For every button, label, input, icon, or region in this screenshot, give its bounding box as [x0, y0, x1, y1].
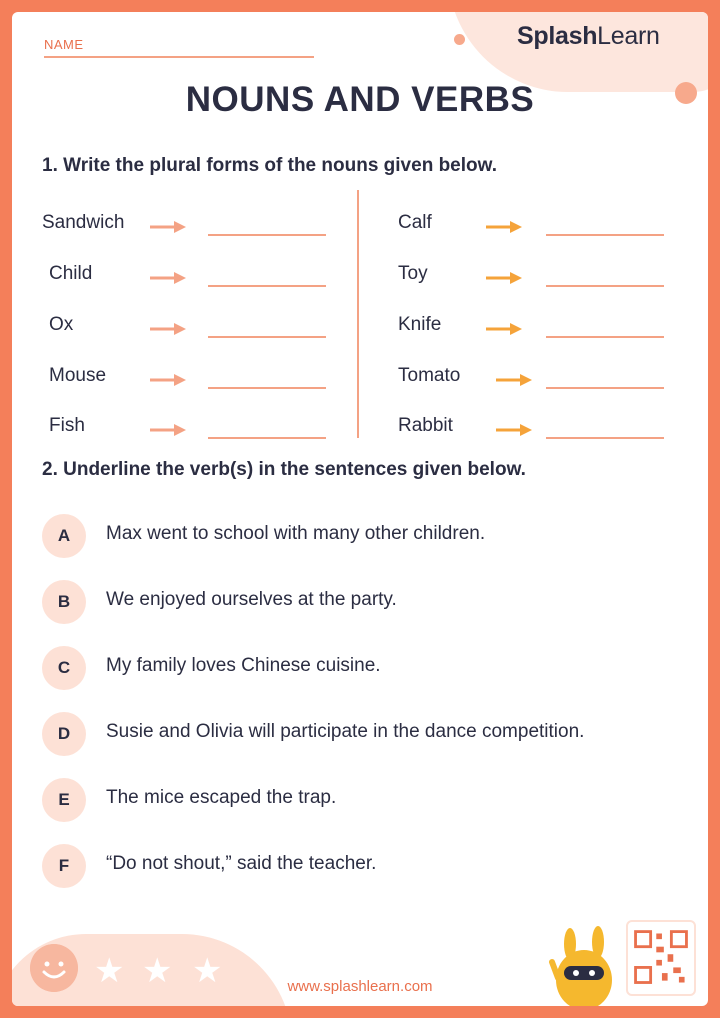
arrow-right-icon	[150, 221, 186, 233]
decor-dot	[454, 34, 465, 45]
star-icon: ★	[94, 952, 125, 990]
answer-blank[interactable]	[546, 285, 664, 287]
sentence-item	[42, 514, 692, 558]
answer-blank[interactable]	[546, 437, 664, 439]
sentence-item	[42, 646, 692, 690]
star-icon: ★	[142, 952, 173, 990]
noun-word: Ox	[49, 314, 74, 335]
arrow-right-icon	[486, 221, 522, 233]
arrow-right-icon	[496, 374, 532, 386]
arrow-right-icon	[486, 323, 522, 335]
noun-word: Calf	[398, 212, 432, 233]
footer-url[interactable]: www.splashlearn.com	[287, 978, 433, 995]
noun-word: Fish	[49, 415, 85, 436]
answer-blank[interactable]	[546, 387, 664, 389]
sentence-item	[42, 844, 692, 888]
answer-blank[interactable]	[208, 437, 326, 439]
star-icon: ★	[192, 952, 223, 990]
sentence-text[interactable]: The mice escaped the trap.	[106, 787, 337, 808]
answer-blank[interactable]	[546, 234, 664, 236]
noun-word: Tomato	[398, 365, 461, 386]
arrow-right-icon	[486, 272, 522, 284]
name-label: NAME	[44, 37, 84, 52]
answer-blank[interactable]	[208, 336, 326, 338]
sentence-text[interactable]: My family loves Chinese cuisine.	[106, 655, 381, 676]
sentence-text[interactable]: We enjoyed ourselves at the party.	[106, 589, 397, 610]
noun-word: Knife	[398, 314, 442, 335]
question-2-instruction: 2. Underline the verb(s) in the sentences given below.	[42, 459, 526, 480]
arrow-right-icon	[150, 323, 186, 335]
arrow-right-icon	[150, 374, 186, 386]
sentence-item	[42, 712, 692, 756]
question-1-instruction: 1. Write the plural forms of the nouns given below.	[42, 155, 497, 176]
page-title: NOUNS AND VERBS	[185, 80, 535, 119]
answer-blank[interactable]	[208, 387, 326, 389]
sentence-letter-badge: A	[42, 514, 86, 558]
sentence-item	[42, 580, 692, 624]
worksheet	[12, 12, 708, 1006]
sentence-text[interactable]: Max went to school with many other children.	[106, 523, 486, 544]
arrow-right-icon	[150, 272, 186, 284]
arrow-right-icon	[496, 424, 532, 436]
answer-blank[interactable]	[546, 336, 664, 338]
answer-blank[interactable]	[208, 285, 326, 287]
arrow-right-icon	[150, 424, 186, 436]
sentence-letter-badge: B	[42, 580, 86, 624]
sentence-letter-badge: F	[42, 844, 86, 888]
qr-code-icon[interactable]	[626, 920, 696, 996]
column-divider	[357, 190, 359, 438]
noun-word: Sandwich	[42, 212, 125, 233]
sentence-text[interactable]: “Do not shout,” said the teacher.	[106, 853, 377, 874]
sentence-letter-badge: C	[42, 646, 86, 690]
noun-word: Child	[49, 263, 93, 284]
name-field[interactable]	[44, 56, 314, 58]
sentence-letter-badge: E	[42, 778, 86, 822]
sentence-item	[42, 778, 692, 822]
mascot-icon	[542, 922, 632, 1006]
noun-word: Mouse	[49, 365, 107, 386]
sentence-text[interactable]: Susie and Olivia will participate in the dance competition.	[106, 721, 585, 742]
noun-word: Toy	[398, 263, 428, 284]
answer-blank[interactable]	[208, 234, 326, 236]
sentence-letter-badge: D	[42, 712, 86, 756]
splashlearn-logo: SplashLearn	[517, 22, 660, 50]
noun-word: Rabbit	[398, 415, 453, 436]
